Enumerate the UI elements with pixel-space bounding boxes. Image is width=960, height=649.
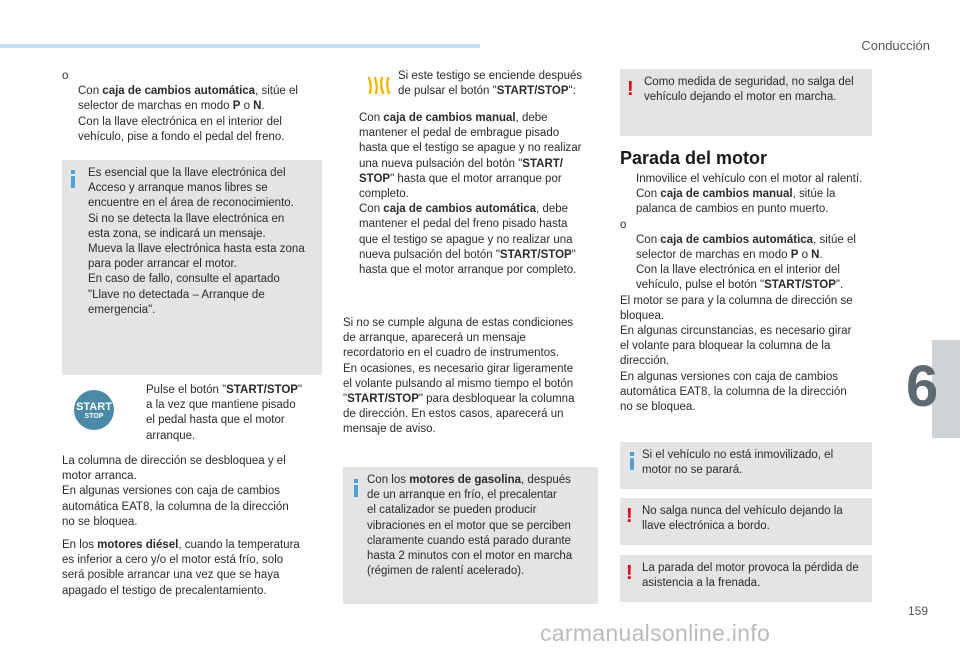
text-line: el pedal hasta que el motor [146, 414, 285, 427]
paragraph-conditions: Si no se cumple alguna de estas condiciones de arranque, aparecerá un mensaje recordatorio en el cuadro de instrumentos. En ocasiones, es necesario girar ligeramente el volante pulsando al mismo tiempo el botón "START/STOP" para desbloquear la columna de dirección. En estos casos, aparecerá un mensaje de aviso. [343, 316, 605, 438]
info-line: "Llave no detectada – Arranque de [88, 288, 265, 301]
info-icon [629, 452, 636, 470]
warning-text [642, 504, 866, 534]
info-line: esta zona, se indicará un mensaje. [88, 227, 266, 240]
info-box-petrol [343, 467, 598, 604]
text-line: no se bloquea. [620, 401, 696, 414]
warning-line: No salga nunca del vehículo dejando la [642, 505, 843, 517]
bullet-item: Con caja de cambios automática, sitúe el selector de marchas en modo P o N. [78, 85, 298, 113]
info-line: vibraciones en el motor que se perciben [367, 519, 571, 532]
bullet-item: Pulse el botón "START/STOP" [146, 384, 303, 396]
warning-text [642, 561, 866, 591]
chapter-tab [906, 340, 960, 438]
info-line: claramente cuando está parado durante [367, 534, 571, 547]
text-line: El motor se para y la columna de dirección se [620, 294, 853, 307]
start-instruction-lines [130, 398, 320, 444]
info-line: hasta 2 minutos con el motor en marcha [367, 550, 573, 563]
preheat-lamp-icon [366, 74, 392, 96]
text-line: es inferior a cero y/o el motor está frío, solo [62, 554, 284, 567]
text-line: mantener el pedal de embrague pisado [359, 127, 560, 140]
info-line: Acceso y arranque manos libres se [88, 182, 268, 195]
text-line: será posible arrancar una vez que se haya [62, 569, 280, 582]
text-line: que el testigo se apague y no realizar una [359, 233, 573, 246]
start-instruction [130, 383, 320, 444]
bullet-item: Con caja de cambios manual, debe [359, 112, 548, 124]
text-line: automática EAT8, la columna de la dirección [620, 385, 847, 398]
text-line: recordatorio en el cuadro de instrumentos. [343, 347, 560, 360]
text-line: Si no se cumple alguna de estas condiciones [343, 317, 574, 329]
info-text [642, 448, 866, 478]
page-number: 159 [907, 604, 928, 618]
warning-icon: ! [627, 78, 634, 100]
info-line: de un arranque en frío, el precalentar [367, 489, 557, 502]
bullet-item: Con caja de cambios automática, debe [359, 203, 569, 216]
section-title: Conducción [861, 38, 930, 53]
text-line: En algunas versiones con caja de cambios [62, 485, 280, 498]
warning-box-engine-running [620, 69, 872, 136]
text-line: La columna de dirección se desbloquea y el [62, 455, 286, 467]
text-line: motor arranca. [62, 470, 137, 483]
info-line: Si el vehículo no está inmovilizado, el [642, 449, 834, 461]
info-line: emergencia". [88, 303, 156, 316]
section-heading: Parada del motor [620, 148, 768, 168]
warning-box-brake-assist [620, 555, 872, 602]
info-line: Si no se detecta la llave electrónica en [88, 212, 285, 225]
info-line: encuentre en el área de reconocimiento. [88, 197, 294, 210]
info-box-not-immobilised [620, 442, 872, 489]
info-line: motor no se parará. [642, 464, 743, 477]
text-line: el volante pulsando al mismo tiempo el botón [343, 377, 574, 390]
warning-line: llave electrónica a bordo. [642, 520, 770, 533]
info-icon [70, 170, 77, 188]
info-text: Con los motores de gasolina, después de un arranque en frío, el precalentar el catalizador se pueden producir vibraciones en el motor que se perciben claramente cuando está parado durante hasta 2 minutos con el motor en marcha (régimen de ralentí acelerado). [367, 473, 592, 579]
bullet-item: Con caja de cambios manual, sitúe la [636, 188, 836, 201]
text-line: a la vez que mantiene pisado [146, 399, 296, 412]
text-line: En ocasiones, es necesario girar ligeramente [343, 362, 574, 375]
warning-box-key-onboard [620, 498, 872, 545]
warning-icon: ! [626, 562, 633, 584]
info-line: Es esencial que la llave electrónica del [88, 167, 286, 179]
lamp-text: Si este testigo se enciende después de pulsar el botón "START/STOP": [398, 70, 583, 98]
start-stop-button-icon: START STOP [74, 390, 114, 430]
info-line: para poder arrancar el motor. [88, 258, 237, 271]
col2-instructions [343, 111, 605, 278]
warning-text [644, 75, 866, 105]
chapter-number: 6 [906, 354, 939, 419]
text-line: arranque. [146, 429, 196, 442]
info-text [88, 166, 316, 318]
paragraph-diesel: En los motores diésel, cuando la temperatura es inferior a cero y/o el motor está frío, solo será posible arrancar una vez que se haya apagado el testigo de precalentamiento. [62, 538, 326, 599]
info-icon [353, 479, 360, 497]
header-bar [0, 44, 480, 48]
bullet-item: Con la llave electrónica en el interior del vehículo, pise a fondo el pedal del freno. [78, 115, 285, 143]
text-line: el volante para bloquear la columna de la [620, 340, 831, 353]
info-line: el catalizador se pueden producir [367, 504, 537, 517]
text-line: bloquea. [620, 309, 665, 322]
or-text: o [62, 70, 69, 82]
auto-lines: mantener el pedal del freno pisado hasta que el testigo se apague y no realizar una nueva pulsación del botón "START/STOP" hasta que el motor arranque por completo. [343, 217, 605, 278]
text-line: no se bloquea. [62, 515, 138, 528]
text-line: hasta que el testigo se apague y no realizar [359, 142, 582, 155]
info-line: En caso de fallo, consulte el apartado [88, 273, 280, 286]
col3-instructions: Inmovilice el vehículo con el motor al ralentí. Con caja de cambios manual, sitúe la palanca de cambios en punto muerto. o Con caja de cambios automática, sitúe el selector de marchas en modo P o N. Con la llave electrónica en el interior del vehículo, pulse el botón "START/STOP". El motor se para y la columna de dirección se bloquea. En algunas circunstancias, es necesario girar el volante para bloquear la columna de la dirección. En algunas versiones con caja de cambios automática EAT8, la columna de la dirección no se bloquea. [620, 172, 882, 415]
paragraph-column-unlock [62, 454, 326, 530]
info-line: Mueva la llave electrónica hasta esta zona [88, 243, 305, 256]
text-line: de arranque, aparecerá un mensaje [343, 332, 526, 345]
text-line: mantener el pedal del freno pisado hasta [359, 218, 568, 231]
warning-line: vehículo dejando el motor en marcha. [644, 91, 837, 104]
text-line: En algunas versiones con caja de cambios [620, 370, 838, 383]
warning-line: asistencia a la frenada. [642, 577, 761, 590]
bullet-item: Con la llave electrónica en el interior del [636, 264, 840, 277]
warning-line: Como medida de seguridad, no salga del [644, 76, 854, 88]
text-line: apagado el testigo de precalentamiento. [62, 584, 267, 597]
info-box-key [62, 160, 322, 375]
text-line: dirección. [620, 355, 670, 368]
text-line: En algunas circunstancias, es necesario girar [620, 325, 852, 338]
bullet-item: Inmovilice el vehículo con el motor al ralentí. [636, 173, 863, 185]
info-line: (régimen de ralentí acelerado). [367, 565, 525, 578]
text-line: automática EAT8, la columna de la dirección [62, 500, 289, 513]
watermark: carmanualsonline.info [540, 620, 771, 646]
warning-icon: ! [626, 505, 633, 527]
warning-line: La parada del motor provoca la pérdida de [642, 562, 859, 574]
col1-intro [62, 69, 326, 145]
manual-lines: mantener el pedal de embrague pisado hasta que el testigo se apague y no realizar una nueva pulsación del botón "START/ STOP" hasta que el motor arranque por completo. [343, 126, 605, 202]
bullet-item: Con caja de cambios automática, sitúe el [636, 233, 856, 246]
